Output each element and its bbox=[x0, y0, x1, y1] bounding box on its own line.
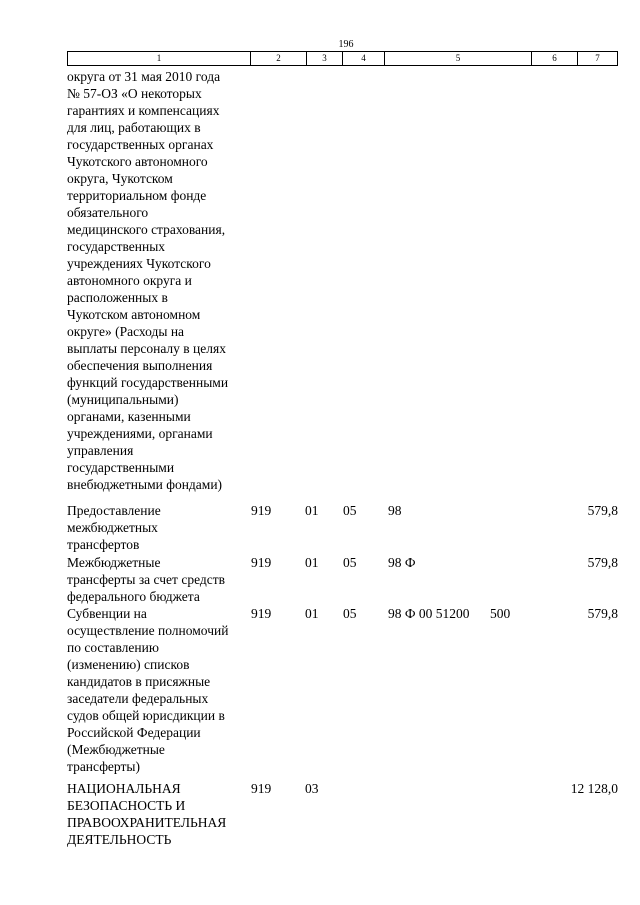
header-cell: 5 bbox=[385, 52, 532, 65]
row-ved: 919 bbox=[251, 606, 272, 621]
row-csr: 98 Ф 00 51200 bbox=[388, 606, 470, 621]
row-sum: 579,8 bbox=[587, 503, 618, 518]
row-rz: 01 bbox=[305, 503, 319, 518]
row-ved: 919 bbox=[251, 781, 272, 796]
row-pr: 05 bbox=[343, 555, 357, 570]
header-cell: 4 bbox=[343, 52, 385, 65]
row-vr: 500 bbox=[490, 606, 511, 621]
row-rz: 03 bbox=[305, 781, 319, 796]
table-header bbox=[67, 51, 618, 66]
row-sum: 579,8 bbox=[587, 555, 618, 570]
row-rz: 01 bbox=[305, 606, 319, 621]
row-name: Субвенции на осуществление полномочий по составлению (изменению) списков кандидатов в присяжные заседатели федеральных судов общей юрисдикции в Российской Федерации (Межбюджетные трансферты) bbox=[67, 606, 229, 774]
row-name: округа от 31 мая 2010 года № 57-ОЗ «О некоторых гарантиях и компенсациях для лиц, работающих в государственных органах Чукотского автономного округа, Чукотском территориальном фонде обязательного медицинского страхования, государственных учреждениях Чукотского автономного округа и расположенных в Чукотском автономном округе» (Расходы на выплаты персоналу в целях обеспечения выполнения функций государственными (муниципальными) органами, казенными учреждениями, органами управления государственными внебюджетными фондами) bbox=[67, 69, 229, 492]
row-ved: 919 bbox=[251, 555, 272, 570]
header-cell: 1 bbox=[68, 52, 251, 65]
header-cell: 7 bbox=[595, 53, 600, 63]
header-cell: 3 bbox=[307, 52, 343, 65]
row-csr: 98 bbox=[388, 503, 402, 518]
row-name: Предоставление межбюджетных трансфертов bbox=[67, 503, 161, 552]
header-cell: 2 bbox=[251, 52, 307, 65]
row-sum: 12 128,0 bbox=[570, 781, 618, 796]
header-cell: 6 bbox=[532, 52, 578, 65]
row-pr: 05 bbox=[343, 606, 357, 621]
row-name: Межбюджетные трансферты за счет средств федерального бюджета bbox=[67, 555, 226, 604]
row-name: НАЦИОНАЛЬНАЯ БЕЗОПАСНОСТЬ И ПРАВООХРАНИТЕЛЬНАЯ ДЕЯТЕЛЬНОСТЬ bbox=[67, 781, 227, 847]
row-sum: 579,8 bbox=[587, 606, 618, 621]
row-csr: 98 Ф bbox=[388, 555, 416, 570]
row-rz: 01 bbox=[305, 555, 319, 570]
row-ved: 919 bbox=[251, 503, 272, 518]
page-number: 196 bbox=[338, 39, 354, 50]
row-pr: 05 bbox=[343, 503, 357, 518]
